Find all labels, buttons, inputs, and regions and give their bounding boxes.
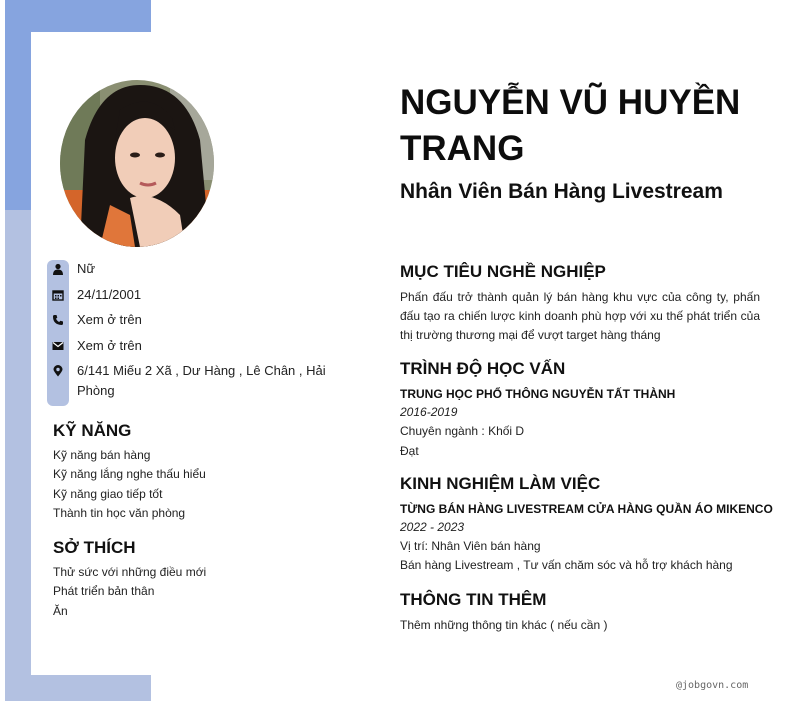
list-item: Kỹ năng bán hàng — [53, 448, 151, 462]
experience-role: Vị trí: Nhân Viên bán hàng — [400, 539, 541, 553]
calendar-icon — [50, 287, 66, 303]
gender-value: Nữ — [77, 261, 96, 276]
hobbies-heading: SỞ THÍCH — [53, 538, 136, 557]
list-item: Kỹ năng giao tiếp tốt — [53, 486, 163, 501]
education-period: 2016-2019 — [400, 405, 458, 419]
company-name: TỪNG BÁN HÀNG LIVESTREAM CỬA HÀNG QUẦN ÁO MIKENCO — [400, 502, 773, 516]
list-item: Thử sức với những điều mới — [53, 565, 207, 579]
extra-info-heading: THÔNG TIN THÊM — [400, 590, 547, 609]
watermark: @jobgovn.com — [676, 680, 749, 691]
contact-birthday — [50, 285, 340, 305]
email-value: Xem ở trên — [77, 338, 142, 353]
avatar — [60, 80, 214, 247]
address-value: 6/141 Miếu 2 Xã , Dư Hàng , Lê Chân , Hải Phòng — [77, 363, 326, 398]
school-name: TRUNG HỌC PHỔ THÔNG NGUYỄN TẤT THÀNH — [400, 387, 676, 401]
contact-phone — [50, 310, 340, 330]
contact-email — [50, 336, 340, 356]
objective-heading: MỤC TIÊU NGHỀ NGHIỆP — [400, 262, 606, 281]
extra-info-text: Thêm những thông tin khác ( nếu cần ) — [400, 618, 608, 632]
location-icon — [50, 363, 66, 379]
list-item: Kỹ năng lắng nghe thấu hiểu — [53, 467, 206, 482]
hobbies-list — [53, 563, 206, 621]
experience-desc: Bán hàng Livestream , Tư vấn chăm sóc và hỗ trợ khách hàng — [400, 558, 733, 572]
education-heading: TRÌNH ĐỘ HỌC VẤN — [400, 359, 566, 378]
job-title: Nhân Viên Bán Hàng Livestream — [400, 180, 723, 203]
education-major: Chuyên ngành : Khối D — [400, 424, 525, 438]
phone-icon — [50, 312, 66, 328]
list-item: Ăn — [53, 603, 68, 618]
skills-heading: KỸ NĂNG — [53, 421, 132, 440]
education-result: Đạt — [400, 444, 419, 458]
skills-list — [53, 446, 206, 523]
list-item: Phát triển bản thân — [53, 584, 155, 599]
candidate-name: NGUYỄN VŨ HUYỀN TRANG — [400, 83, 741, 168]
birthday-value: 24/11/2001 — [77, 287, 142, 302]
contact-gender — [50, 259, 340, 279]
experience-period: 2022 - 2023 — [400, 520, 465, 534]
email-icon — [50, 338, 66, 354]
person-icon — [50, 261, 66, 277]
experience-heading: KINH NGHIỆM LÀM VIỆC — [400, 474, 601, 493]
phone-value: Xem ở trên — [77, 312, 142, 327]
list-item: Thành tin học văn phòng — [53, 505, 186, 520]
contact-address — [50, 361, 340, 401]
objective-text: Phấn đấu trở thành quản lý bán hàng khu vực của công ty, phấn đấu tạo ra chiến lược kinh doanh phù hợp với xu thế phát triển của thị trường thương mại để vượt target hàng tháng — [400, 290, 760, 342]
